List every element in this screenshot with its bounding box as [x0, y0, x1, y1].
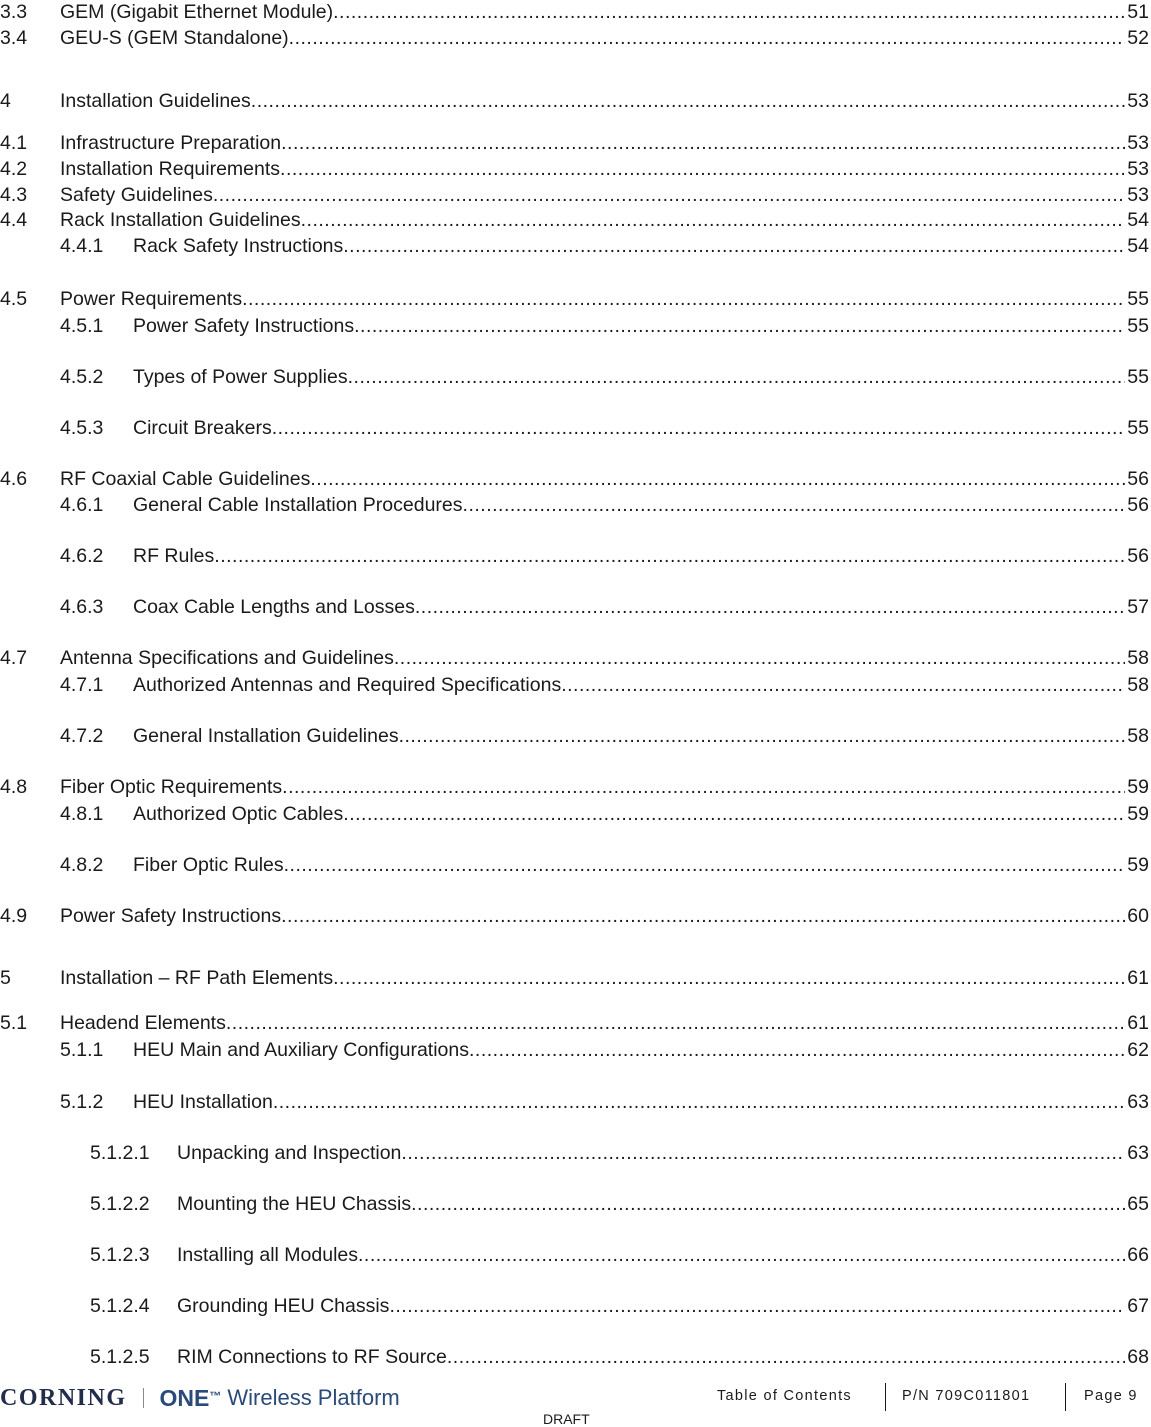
dot-leader	[411, 1192, 1125, 1216]
toc-entry-number: 4.5.1	[60, 315, 104, 337]
toc-entry[interactable]	[0, 26, 1151, 50]
toc-entry-number: 5.1.2	[60, 1091, 104, 1113]
dot-leader	[343, 234, 1125, 258]
toc-entry[interactable]	[0, 544, 1151, 568]
toc-entry-page: 53	[1127, 132, 1149, 154]
toc-entry-number: 4.4.1	[60, 235, 104, 257]
dot-leader	[280, 157, 1125, 181]
toc-entry-page: 54	[1127, 209, 1149, 231]
toc-entry-number: 5.1.2.5	[90, 1346, 150, 1368]
toc-entry-page: 56	[1127, 545, 1149, 567]
toc-entry-title: Authorized Optic Cables	[133, 803, 344, 825]
dot-leader	[354, 314, 1125, 338]
toc-entry[interactable]	[0, 1011, 1151, 1035]
toc-entry-title: General Installation Guidelines	[133, 725, 399, 747]
trademark-symbol: ™	[209, 1389, 222, 1403]
toc-entry[interactable]	[0, 904, 1151, 928]
toc-entry[interactable]	[0, 314, 1151, 338]
toc-entry[interactable]	[0, 646, 1151, 670]
toc-entry-page: 55	[1127, 366, 1149, 388]
toc-entry-page: 51	[1127, 1, 1149, 23]
toc-entry-page: 58	[1127, 725, 1149, 747]
toc-entry-title: Power Safety Instructions	[133, 315, 355, 337]
toc-entry-page: 61	[1127, 967, 1149, 989]
toc-entry-page: 63	[1127, 1091, 1149, 1113]
toc-entry-number: 5.1.2.1	[90, 1142, 150, 1164]
toc-entry-title: Installation Guidelines	[60, 90, 251, 112]
dot-leader	[214, 544, 1125, 568]
toc-entry-number: 3.4	[0, 27, 28, 49]
toc-entry-title: General Cable Installation Procedures	[133, 494, 463, 516]
corning-one-logo	[0, 1383, 400, 1413]
toc-entry-page: 65	[1127, 1193, 1149, 1215]
toc-entry-title: GEM (Gigabit Ethernet Module)	[60, 1, 334, 23]
toc-entry-number: 4.8	[0, 776, 28, 798]
toc-entry-title: Circuit Breakers	[133, 417, 272, 439]
dot-leader	[281, 131, 1125, 155]
dot-leader	[389, 1294, 1125, 1318]
toc-entry-page: 56	[1127, 494, 1149, 516]
toc-entry-title: Power Requirements	[60, 288, 243, 310]
toc-entry-number: 4.9	[0, 905, 28, 927]
dot-leader	[348, 365, 1125, 389]
toc-entry-title: Fiber Optic Rules	[133, 854, 284, 876]
toc-entry[interactable]	[0, 1038, 1151, 1062]
logo-divider	[143, 1388, 144, 1408]
toc-entry[interactable]	[0, 183, 1151, 207]
toc-entry-number: 4.4	[0, 209, 28, 231]
toc-entry[interactable]	[0, 1345, 1151, 1369]
toc-entry-page: 53	[1127, 184, 1149, 206]
dot-leader	[447, 1345, 1125, 1369]
toc-entry-number: 3.3	[0, 1, 28, 23]
toc-entry-page: 54	[1127, 235, 1149, 257]
toc-entry[interactable]	[0, 131, 1151, 155]
toc-entry-number: 4.5.2	[60, 366, 104, 388]
platform-wordmark: Wireless Platform	[227, 1385, 400, 1410]
toc-entry-number: 5.1.2.4	[90, 1295, 150, 1317]
one-wordmark: ONE	[159, 1384, 210, 1411]
toc-entry[interactable]	[0, 1243, 1151, 1267]
toc-entry-title: Rack Safety Instructions	[133, 235, 344, 257]
toc-entry-page: 60	[1127, 905, 1149, 927]
toc-entry-page: 58	[1127, 674, 1149, 696]
toc-entry-title: Types of Power Supplies	[133, 366, 348, 388]
dot-leader	[272, 416, 1125, 440]
toc-entry-page: 52	[1127, 27, 1149, 49]
toc-entry[interactable]	[0, 89, 1151, 113]
dot-leader	[333, 966, 1125, 990]
dot-leader	[242, 287, 1125, 311]
draft-watermark: DRAFT	[543, 1411, 590, 1427]
toc-entry[interactable]	[0, 0, 1151, 24]
toc-entry[interactable]	[0, 365, 1151, 389]
toc-entry[interactable]	[0, 673, 1151, 697]
toc-entry[interactable]	[0, 493, 1151, 517]
toc-entry-page: 67	[1127, 1295, 1149, 1317]
footer-divider	[885, 1383, 886, 1411]
footer-divider	[1065, 1383, 1066, 1411]
toc-entry[interactable]	[0, 802, 1151, 826]
dot-leader	[251, 89, 1125, 113]
toc-entry-title: HEU Installation	[133, 1091, 273, 1113]
dot-leader	[310, 467, 1125, 491]
dot-leader	[561, 673, 1125, 697]
toc-entry-number: 5.1	[0, 1012, 28, 1034]
footer-part-number: P/N 709C011801	[902, 1388, 1031, 1404]
dot-leader	[282, 775, 1125, 799]
footer-page-number: Page 9	[1084, 1388, 1138, 1404]
toc-entry-title: Infrastructure Preparation	[60, 132, 282, 154]
dot-leader	[226, 1011, 1125, 1035]
toc-entry[interactable]	[0, 775, 1151, 799]
toc-entry[interactable]	[0, 853, 1151, 877]
toc-entry-title: Installation – RF Path Elements	[60, 967, 334, 989]
toc-entry-page: 55	[1127, 288, 1149, 310]
toc-entry-page: 68	[1127, 1346, 1149, 1368]
toc-entry[interactable]	[0, 208, 1151, 232]
toc-entry[interactable]	[0, 234, 1151, 258]
toc-entry-page: 58	[1127, 647, 1149, 669]
page-footer	[0, 1380, 1151, 1427]
toc-entry-title: Rack Installation Guidelines	[60, 209, 301, 231]
toc-entry-page: 53	[1127, 158, 1149, 180]
toc-entry-title: Antenna Specifications and Guidelines	[60, 647, 394, 669]
dot-leader	[469, 1038, 1125, 1062]
toc-entry[interactable]	[0, 1192, 1151, 1216]
toc-entry-title: Fiber Optic Requirements	[60, 776, 283, 798]
toc-entry-page: 56	[1127, 468, 1149, 490]
toc-entry-title: RIM Connections to RF Source	[177, 1346, 447, 1368]
toc-entry-number: 4.8.2	[60, 854, 104, 876]
toc-entry-title: Installation Requirements	[60, 158, 281, 180]
dot-leader	[289, 26, 1125, 50]
toc-entry-title: Unpacking and Inspection	[177, 1142, 402, 1164]
toc-entry-page: 59	[1127, 803, 1149, 825]
dot-leader	[463, 493, 1125, 517]
toc-entry-page: 55	[1127, 417, 1149, 439]
toc-entry-title: Mounting the HEU Chassis	[177, 1193, 412, 1215]
toc-entry-number: 5	[0, 967, 11, 989]
toc-entry-number: 4	[0, 90, 11, 112]
toc-entry-number: 4.8.1	[60, 803, 104, 825]
footer-section-title: Table of Contents	[717, 1388, 852, 1404]
toc-entry[interactable]	[0, 1090, 1151, 1114]
toc-entry-page: 61	[1127, 1012, 1149, 1034]
toc-entry-title: HEU Main and Auxiliary Configurations	[133, 1039, 469, 1061]
toc-entry-number: 5.1.2.3	[90, 1244, 150, 1266]
toc-entry-page: 59	[1127, 776, 1149, 798]
toc-entry-page: 66	[1127, 1244, 1149, 1266]
toc-entry-number: 5.1.1	[60, 1039, 104, 1061]
toc-entry[interactable]	[0, 287, 1151, 311]
toc-entry-title: Coax Cable Lengths and Losses	[133, 596, 415, 618]
toc-entry[interactable]	[0, 1141, 1151, 1165]
toc-entry-title: GEU-S (GEM Standalone)	[60, 27, 289, 49]
toc-entry-number: 4.7.2	[60, 725, 104, 747]
toc-entry-number: 5.1.2.2	[90, 1193, 150, 1215]
dot-leader	[284, 853, 1125, 877]
toc-entry[interactable]	[0, 1294, 1151, 1318]
toc-entry-number: 4.6.1	[60, 494, 104, 516]
dot-leader	[401, 1141, 1125, 1165]
toc-entry-title: Headend Elements	[60, 1012, 226, 1034]
toc-entry-number: 4.6.3	[60, 596, 104, 618]
toc-entry-page: 62	[1127, 1039, 1149, 1061]
dot-leader	[273, 1090, 1125, 1114]
toc-entry-title: RF Coaxial Cable Guidelines	[60, 468, 311, 490]
dot-leader	[213, 183, 1125, 207]
toc-entry-number: 4.6	[0, 468, 28, 490]
toc-entry[interactable]	[0, 966, 1151, 990]
toc-entry-page: 57	[1127, 596, 1149, 618]
toc-entry-number: 4.1	[0, 132, 28, 154]
toc-entry-title: Grounding HEU Chassis	[177, 1295, 390, 1317]
toc-entry-number: 4.7.1	[60, 674, 104, 696]
toc-entry[interactable]	[0, 416, 1151, 440]
toc-entry[interactable]	[0, 724, 1151, 748]
toc-entry[interactable]	[0, 595, 1151, 619]
toc-entry-number: 4.5.3	[60, 417, 104, 439]
dot-leader	[399, 724, 1125, 748]
toc-entry-title: Power Safety Instructions	[60, 905, 282, 927]
dot-leader	[281, 904, 1125, 928]
toc-entry-title: Authorized Antennas and Required Specifications	[133, 674, 562, 696]
toc-entry-title: Safety Guidelines	[60, 184, 213, 206]
toc-entry-page: 59	[1127, 854, 1149, 876]
toc-entry[interactable]	[0, 467, 1151, 491]
corning-wordmark: CORNING	[0, 1384, 127, 1411]
dot-leader	[415, 595, 1125, 619]
toc-entry-number: 4.2	[0, 158, 28, 180]
toc-entry-number: 4.6.2	[60, 545, 104, 567]
dot-leader	[301, 208, 1125, 232]
toc-entry-number: 4.3	[0, 184, 28, 206]
toc-entry-number: 4.5	[0, 288, 28, 310]
toc-entry-title: Installing all Modules	[177, 1244, 359, 1266]
dot-leader	[358, 1243, 1125, 1267]
toc-entry-page: 55	[1127, 315, 1149, 337]
toc-entry-page: 53	[1127, 90, 1149, 112]
dot-leader	[394, 646, 1125, 670]
toc-entry[interactable]	[0, 157, 1151, 181]
toc-entry-number: 4.7	[0, 647, 28, 669]
dot-leader	[333, 0, 1125, 24]
dot-leader	[343, 802, 1125, 826]
toc-entry-title: RF Rules	[133, 545, 215, 567]
toc-entry-page: 63	[1127, 1142, 1149, 1164]
